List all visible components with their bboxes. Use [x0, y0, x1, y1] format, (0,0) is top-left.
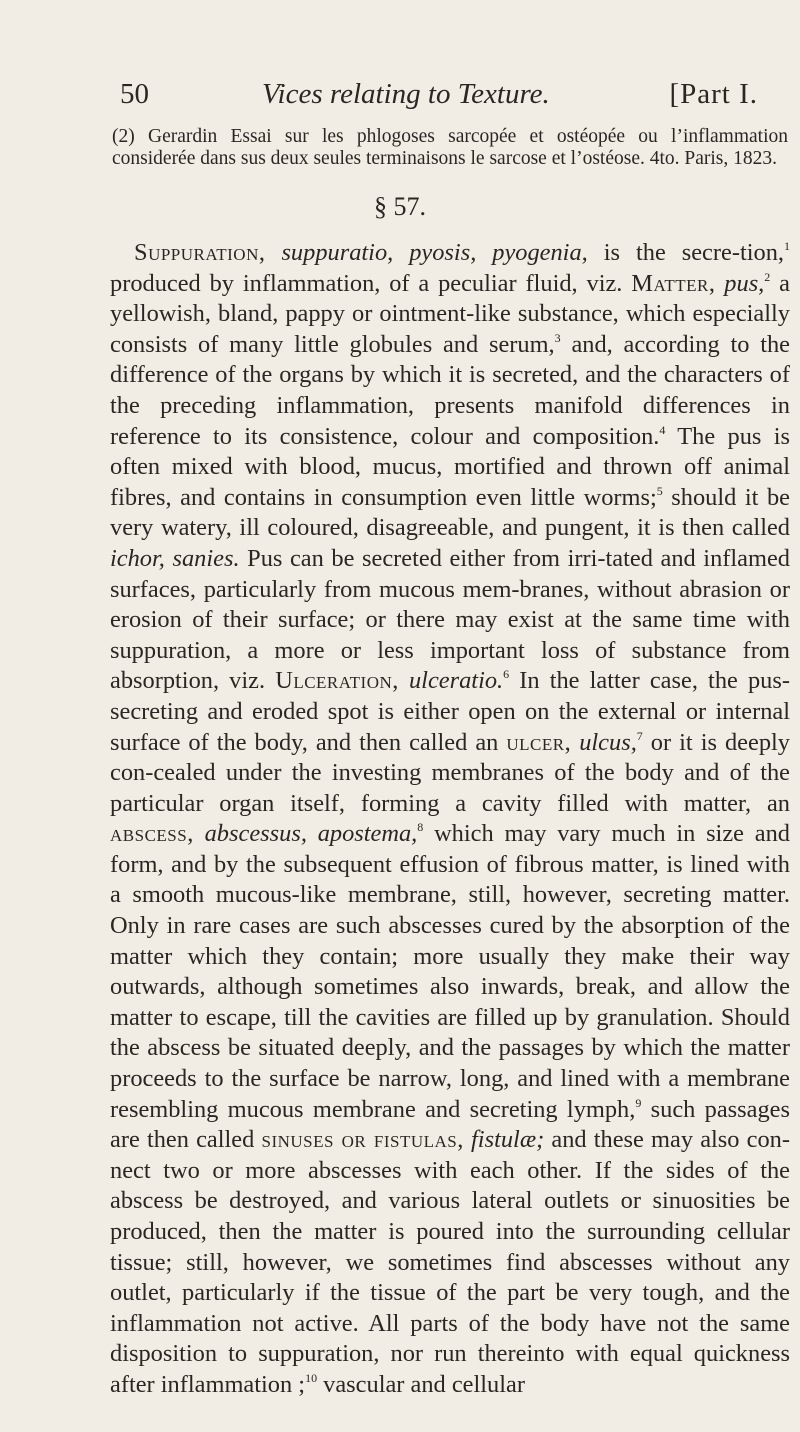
text-run: should it be very watery, ill coloured, disagreeable, and pungent, it is then called: [110, 483, 790, 542]
latin-term: fistulæ;: [471, 1126, 545, 1154]
latin-term: ulcus,: [579, 728, 637, 756]
note-ref: 8: [417, 820, 424, 835]
text-run: and these may also con-nect two or more abscesses with each other. If the sides of the abscess be destroyed, and various lateral outlets or sinuosities be produced, then the matter is poured into the surrounding cellular tissue; still, however, we sometimes find abscesses without any outlet, particularly if the tissue of the part be very tough, and the inflammation not active. All parts of the body have not the same disposition to suppuration, nor run thereinto with equal quickness after inflammation ;: [110, 1126, 790, 1398]
term-abscess: abscess,: [110, 820, 194, 848]
term-ulcer: ulcer,: [506, 728, 572, 756]
text-run: such passages are then called: [110, 1095, 791, 1154]
part-label: [Part I.: [669, 78, 758, 110]
running-header: [120, 78, 758, 122]
body-paragraph: [110, 238, 790, 1401]
footnote: [112, 126, 788, 170]
term-sinuses: sinuses or fistulas,: [261, 1126, 464, 1154]
latin-term: pus,: [724, 269, 765, 297]
note-ref: 5: [656, 483, 663, 498]
footnote-text: Gerardin Essai sur les phlogoses sarcopée et ostéopée ou l’inflammation considerée dans sus deux seules terminaisons le sarcose et l’ostéose. 4to. Paris, 1823.: [112, 126, 789, 169]
latin-term: ulceratio.: [408, 667, 504, 695]
section-heading: § 57.: [374, 192, 426, 221]
term-matter: Matter,: [631, 269, 716, 297]
text-run: vascular and cellular: [317, 1370, 525, 1398]
note-ref: 6: [503, 667, 510, 682]
text-run: The pus is often mixed with blood, mucus, mortified and thrown off animal fibres, and contains in consumption even little worms;: [110, 422, 790, 511]
term-suppuration: Suppuration,: [134, 239, 266, 266]
text-run: In the latter case, the pus-secreting and eroded spot is either open on the external or internal surface of the body, and then called an: [110, 667, 790, 756]
text-run: or it is deeply con-cealed under the investing membranes of the body and of the particular organ itself, forming a cavity filled with matter, an: [110, 728, 790, 817]
footnote-number: (2): [112, 126, 135, 147]
page-number: 50: [120, 78, 149, 110]
text-run: and, according to the difference of the organs by which it is secreted, and the characters of the preceding inflammation, presents manifold differences in reference to its consistence, colour and composition.: [110, 330, 790, 450]
latin-term: suppuratio, pyosis, pyogenia,: [281, 239, 588, 266]
note-ref: 10: [305, 1370, 318, 1385]
latin-term: abscessus, apostema,: [204, 820, 418, 848]
note-ref: 7: [636, 728, 643, 743]
text-run: produced by inflammation, of a peculiar fluid, viz.: [110, 269, 632, 297]
note-ref: 3: [554, 330, 561, 345]
text-run: a yellowish, bland, pappy or ointment-like substance, which especially consists of many little globules and serum,: [110, 269, 790, 358]
text-run: Pus can be secreted either from irri-tated and inflamed surfaces, particularly from mucous mem-branes, without abrasion or erosion of their surface; or there may exist at the same time with suppuration, a more or less important loss of substance from absorption, viz.: [110, 544, 790, 695]
note-ref: 9: [635, 1095, 642, 1110]
text-run: which may vary much in size and form, and by the subsequent effusion of fibrous matter, is lined with a smooth mucous-like membrane, still, however, secreting matter. Only in rare cases are such abscesses cured by the absorption of the matter which they contain; more usually they make their way outwards, although sometimes also inwards, break, and allow the matter to escape, till the cavities are filled up by granulation. Should the abscess be situated deeply, and the passages by which the matter proceeds to the surface be narrow, long, and lined with a membrane resembling mucous membrane and secreting lymph,: [110, 820, 790, 1123]
running-title: Vices relating to Texture.: [262, 78, 550, 110]
latin-term: ichor, sanies.: [110, 544, 240, 572]
note-ref: 4: [659, 422, 666, 437]
text-run: is the secre-tion,: [587, 239, 784, 266]
note-ref: 1: [784, 239, 790, 253]
note-ref: 2: [764, 269, 771, 284]
term-ulceration: Ulceration,: [275, 667, 399, 695]
